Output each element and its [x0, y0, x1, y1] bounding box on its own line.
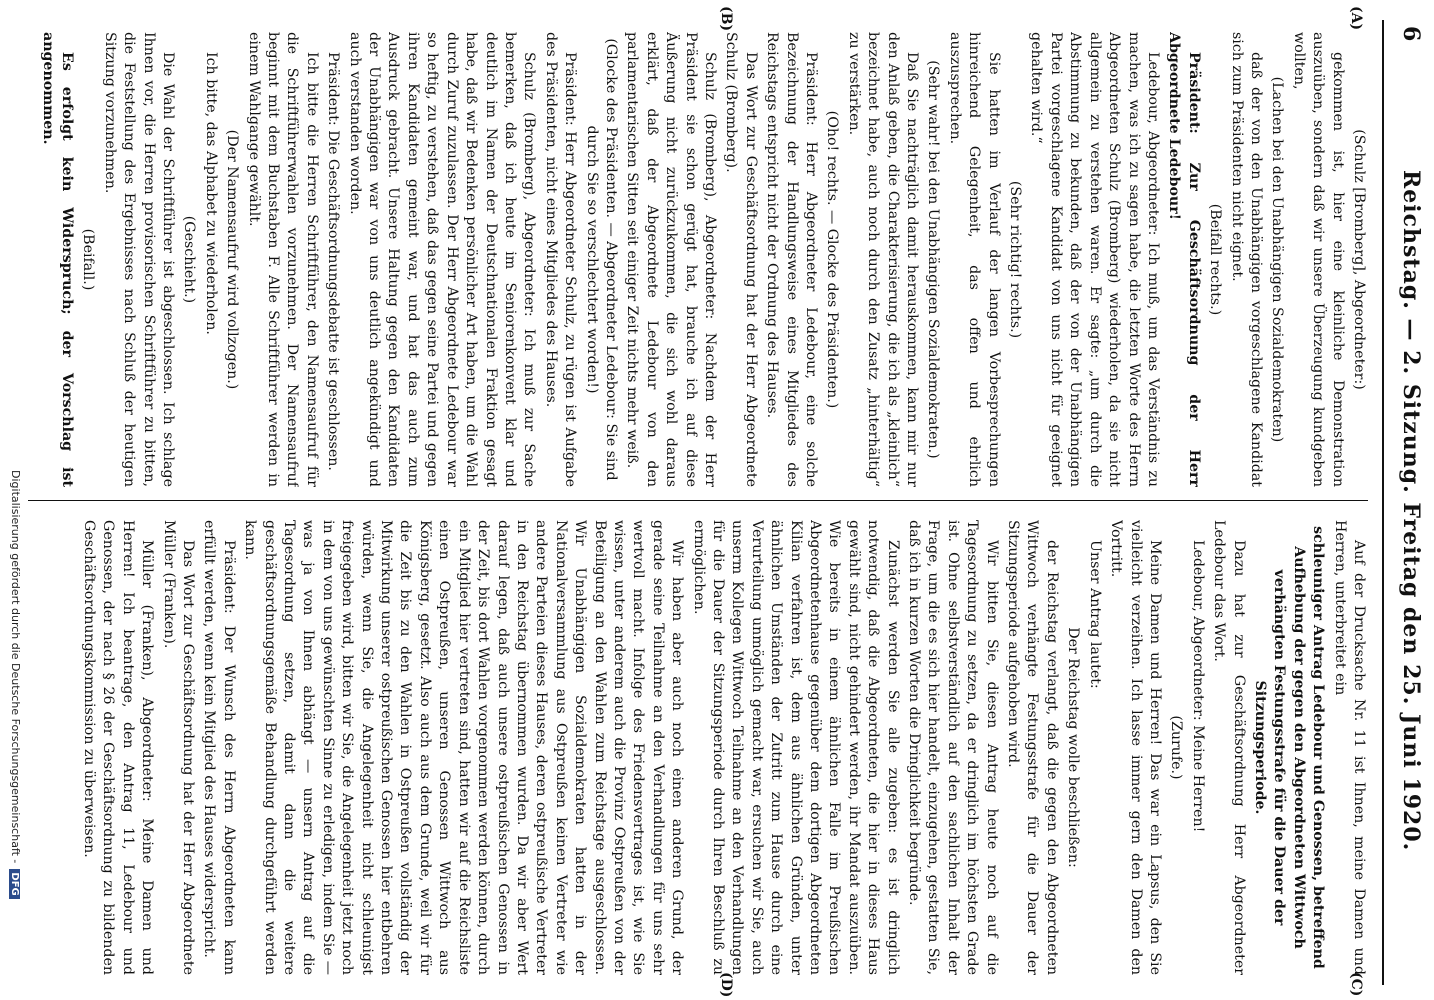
paragraph: Wir haben aber auch noch einen anderen Grund, der gerade seine Teilnahme an den Verhandlungen für uns sehr wertvoll macht. Infolge des Friedensvertrages ist, wie Sie wissen, unter anderem auch die Provinz Ostpreußen von der Beteiligung an den Wahlen zum Reichstage ausgeschlossen. Wir Unabhängigen Sozialdemokraten hatten in der Nationalversammlung aus Ostpreußen keinen Vertreter wie andere Parteien dieses Hauses, deren ostpreußische Vertreter in den Reichstag übernommen wurden. Da wir aber Wert darauf legen, daß auch unsere ostpreußischen Genossen in der Zeit, bis dort Wahlen vorgenommen werden können, durch ein Mitglied hier vertreten sind, hatten wir auf die Reichsliste einen Ostpreußen, unseren Genossen Wittwoch aus Königsberg, gesetzt. Also auch aus dem Grunde, weil wir für die Zeit bis zu den Wahlen in Ostpreußen vollständig der Mitwirkung unserer ostpreußischen Genossen hier entbehren würden, wenn Sie, die Angelegenheit nicht schleunigst freigegeben wird, bitten wir Sie, die Angelegenheit jetzt noch in dem von uns gewünschten Sinne zu erledigen, indem Sie — was ja von Ihnen abhängt — unsern Antrag auf die Tagesordnung setzen, damit dann die weitere geschäftsordnungsgemäße Behandlung durchgeführt werden kann.: [242, 520, 686, 975]
paragraph: Ledebour, Abgeordneter: Ich muß, um das Verständnis zu machen, was ich zu sagen habe, die letzten Worte des Herrn Abgeordneten Schulz (Bromberg) wiederholen, da sie nicht allgemein zu verstehen waren. Er sagte: „um durch die Abstimmung zu bekunden, daß der von der Unabhängigen Partei vorgeschlagene Kandidat von uns nicht für geeignet gehalten wird.“: [1028, 32, 1161, 487]
paragraph: Präsident: Zur Geschäftsordnung der Herr Abgeordnete Ledebour!: [1166, 32, 1202, 487]
paragraph: Zunächst werden Sie alle zugeben: es ist dringlich notwendig, daß die Abgeordneten, die hier in dieses Haus gewählt sind, nicht gehindert werden, ihr Mandat auszuüben. Wie bereits in einem ähnlichen Falle im Preußischen Abgeordnetenhause gegenüber dem dortigen Abgeordneten Kilian verfahren ist, dem aus ähnlichen Gründen, unter ähnlichen Umständen der Zutritt zum Hause durch eine Verurteilung unmöglich gemacht war, ersuchen wir Sie, auch unserm Kollegen Wittwoch Teilnahme an den Verhandlungen für die Dauer der Sitzungsperiode durch Ihren Beschluß zu ermöglichen.: [690, 520, 901, 975]
paragraph: Schulz (Bromberg), Abgeordneter: Ich muß zur Sache bemerken, daß ich heute im Seniorenkonvent klar und deutlich im Namen der Deutschnationalen Fraktion gesagt habe, daß wir Bedenken persönlicher Art haben, um die Wahl durch Zuruf zuzulassen. Der Herr Abgeordnete Ledebour war so heftig, zu verstehen, daß das gegen seine Partei und gegen ihren Kandidaten gemeint war, und hat das auch zum Ausdruck gebracht. Unsere Haltung gegen den Kandidaten der Unabhängigen war von uns deutlich angekündigt und auch verstanden worden.: [346, 32, 538, 487]
paragraph: Ich bitte die Herren Schriftführer, den Namensaufruf für die Schriftführerwahlen vorzunehmen. Der Namensaufruf beginnt mit dem Buchstaben F. Alle Schriftführer werden in einem Wahlgange gewählt.: [245, 32, 320, 487]
margin-mark-c: (C): [1348, 972, 1364, 997]
interjection: (Beifall.): [80, 228, 97, 291]
motion-text: Der Reichstag wolle beschließen:: [1065, 627, 1082, 868]
speaker-continuation: (Schulz [Bromberg], Abgeordneter:): [1351, 129, 1367, 390]
interjection: (Zurufe.): [1168, 715, 1185, 780]
motion-text: der Reichstag verlangt, daß die gegen den Abgeordneten Wittwoch verhängte Festungsstrafe für die Dauer der Sitzungsperiode aufgehoben wird.: [1005, 520, 1060, 975]
page-number: 6: [1398, 26, 1424, 42]
paragraph: Die Wahl der Schriftführer ist abgeschlossen. Ich schlage Ihnen vor, die Herren provisorischen Schriftführer zu bitten, die Feststellung des Ergebnisses nach Schluß der heutigen Sitzung vorzunehmen.: [101, 32, 177, 487]
header-rule: [1382, 20, 1384, 985]
paragraph: Meine Damen und Herren! Das war ein Lapsus, den Sie vielleicht verzeihen. Ich lasse immer gern den Damen den Vortritt.: [1108, 520, 1163, 975]
paragraph: Das Wort zur Geschäftsordnung hat der Herr Abgeordnete Müller (Franken).: [160, 520, 197, 975]
paragraph: Präsident: Die Geschäftsordnungsdebatte ist geschlossen.: [325, 52, 342, 471]
column-divider: [28, 500, 1368, 501]
paragraph: Dazu hat zur Geschäftsordnung Herr Abgeordneter Ledebour das Wort.: [1211, 520, 1247, 975]
paragraph: Präsident: Herr Abgeordneter Schulz, zu rügen ist Aufgabe des Präsidenten, nicht eines Mitgliedes des Hauses.: [542, 32, 579, 487]
paragraph: Daß Sie nachträglich damit herauskommen, kann mir nur den Anlaß geben, die Charakterisierung, die ich als „kleinlich“ bezeichnet habe, auch noch durch den Zusatz „hinterhältig“ zu verstärken.: [845, 32, 921, 487]
motion-title: schleuniger Antrag Ledebour und Genossen, betreffend Aufhebung der gegen den Abgeordneten Wittwoch verhängten Festungsstrafe für die Dauer der Sitzungsperiode.: [1251, 526, 1327, 969]
paragraph: Schulz (Bromberg), Abgeordneter: Nachdem der Herr Präsident sie schon gerügt hat, brauche ich auf diese Äußerung nicht zurückzukommen, die sich wohl daraus erklärt, daß der Abgeordnete Ledebour von den parlamentarischen Sitten seit einiger Zeit nichts mehr weiß.: [624, 32, 718, 487]
paragraph: Sie hatten im Verlauf der langen Vorbesprechungen hinreichend Gelegenheit, das offen und ehrlich auszusprechen.: [946, 32, 1002, 487]
credit-text: Digitalisierung gefördert durch die Deutsche Forschungsgemeinschaft -: [9, 470, 22, 864]
paragraph: Müller (Franken), Abgeordneter: Meine Damen und Herren! Ich beantrage, den Antrag 11, Ledebour und Genossen, der nach § 26 der Geschäftsordnung zu bildenden Geschäftsordnungskommission zu überweisen.: [81, 520, 156, 975]
paragraph: Ich bitte, das Alphabet zu wiederholen.: [202, 52, 219, 335]
left-column: [23, 32, 1368, 487]
interjection: (Sehr richtig! rechts.): [1007, 180, 1024, 339]
paragraph: Das Wort zur Geschäftsordnung hat der Herr Abgeordnete Schulz (Bromberg).: [723, 32, 759, 487]
paragraph: Wir bitten Sie, diesen Antrag heute noch auf die Tagesordnung zu setzen, da er dringlich im höchsten Grade ist. Ohne selbstverständlich auf den sachlichen Inhalt der Frage, um die es sich hier handelt, einzugehen, gestatten Sie, daß ich in kurzen Worten die Dringlichkeit begründe.: [906, 520, 1000, 975]
paragraph: Ledebour, Abgeordneter: Meine Herren!: [1189, 540, 1206, 833]
interjection: (Sehr wahr! bei den Unabhängigen Sozialdemokraten.): [925, 60, 942, 459]
paragraph: Auf der Drucksache Nr. 11 ist Ihnen, meine Damen und Herren, unterbreitet ein: [1331, 520, 1367, 975]
page-header: [1376, 0, 1434, 1000]
margin-mark-a: (A): [1348, 6, 1364, 31]
paragraph: Präsident: Der Wunsch des Herrn Abgeordneten kann erfüllt werden, wenn kein Mitglied des Hauses widerspricht.: [201, 520, 237, 975]
margin-mark-b: (B): [718, 6, 734, 32]
paragraph: daß der von den Unabhängigen vorgeschlagene Kandidat sich zum Präsidenten nicht eignet.: [1228, 32, 1264, 487]
interjection: (Lachen bei den Unabhängigen Sozialdemokraten): [1269, 76, 1286, 443]
paragraph: Es erfolgt kein Widerspruch; der Vorschlag ist angenommen.: [39, 32, 75, 487]
interjection: (Oho! rechts. — Glocke des Präsidenten.): [824, 110, 841, 409]
right-column: [23, 520, 1368, 975]
margin-mark-d: (D): [718, 972, 734, 998]
interjection: (Der Namensaufruf wird vollzogen.): [224, 129, 241, 390]
paragraph: Unser Antrag lautet:: [1086, 540, 1103, 689]
digitization-credit: [9, 470, 22, 899]
dfg-logo: DFG: [9, 869, 20, 898]
interjection: (Glocke des Präsidenten. — Abgeordneter Ledebour: Sie sind durch Sie so verschlechtert worden!): [583, 38, 619, 481]
paragraph: Präsident: Herr Abgeordneter Ledebour, eine solche Bezeichnung der Handlungsweise eines Mitgliedes des Reichstags entspricht nicht der Ordnung des Hauses.: [764, 32, 820, 487]
interjection: (Geschieht.): [181, 215, 198, 304]
running-head: Reichstag. — 2. Sitzung. Freitag den 25. Juni 1920.: [1398, 170, 1424, 852]
paragraph: gekommen ist, hier eine kleinliche Demonstration auszuüben, sondern daß wir unsere Überzeugung kundgeben wollten,: [1290, 32, 1346, 487]
interjection: (Beifall rechts.): [1207, 203, 1224, 316]
